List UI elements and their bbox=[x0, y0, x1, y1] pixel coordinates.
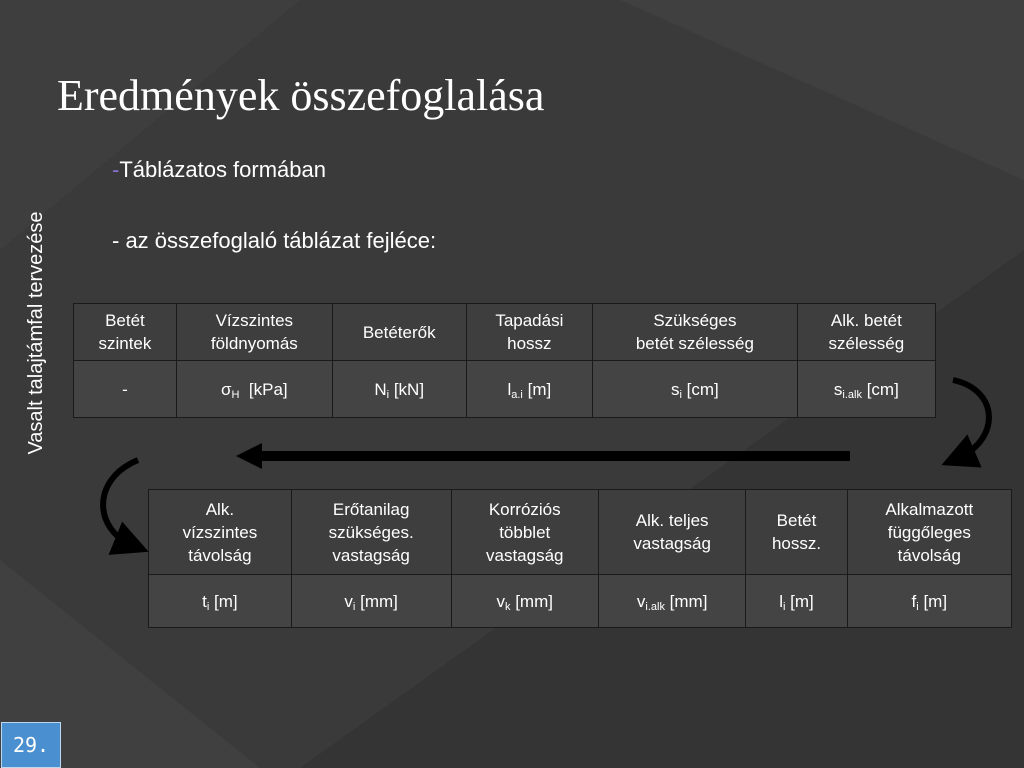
bullet-table-form bbox=[112, 157, 326, 183]
unit-symbol: l bbox=[507, 379, 512, 399]
header-cell bbox=[74, 304, 177, 361]
unit-symbol: N bbox=[374, 379, 387, 399]
unit-cell bbox=[332, 361, 466, 418]
unit-symbol: v bbox=[496, 591, 505, 611]
unit-subscript: k bbox=[504, 600, 511, 613]
header-cell-line: szintek bbox=[98, 334, 152, 353]
unit-label: [cm] bbox=[681, 379, 719, 399]
unit-label: [mm] bbox=[355, 591, 398, 611]
unit-symbol: s bbox=[671, 379, 680, 399]
unit-symbol: s bbox=[833, 379, 843, 399]
side-label: Vasalt talajtámfal tervezése bbox=[25, 211, 47, 455]
unit-symbol: f bbox=[911, 591, 917, 611]
unit-label: [mm] bbox=[664, 591, 708, 611]
unit-cell bbox=[593, 361, 798, 418]
unit-subscript: i bbox=[352, 600, 356, 613]
header-cell bbox=[598, 490, 745, 575]
unit-cell bbox=[598, 575, 745, 628]
header-cell-line: hossz bbox=[507, 334, 552, 353]
unit-symbol: v bbox=[636, 591, 646, 611]
header-cell-line: távolság bbox=[897, 545, 961, 565]
unit-cell bbox=[291, 575, 451, 628]
header-cell-line: Korróziós bbox=[488, 499, 561, 519]
bullet-dash: - bbox=[112, 157, 120, 182]
bullet-table-header: - az összefoglaló táblázat fejléce: bbox=[112, 228, 437, 253]
header-cell-line: földnyomás bbox=[210, 334, 298, 353]
unit-subscript: i.alk bbox=[645, 600, 665, 613]
header-cell bbox=[176, 304, 332, 361]
unit-cell bbox=[847, 575, 1011, 628]
unit-subscript: i.alk bbox=[842, 388, 862, 401]
unit-symbol: σ bbox=[221, 379, 232, 399]
header-cell-line: vízszintes bbox=[182, 522, 258, 542]
header-cell bbox=[847, 490, 1011, 575]
header-cell-line: betét szélesség bbox=[635, 334, 754, 353]
header-cell-line: szélesség bbox=[828, 334, 905, 353]
header-cell-line: Szükséges bbox=[653, 311, 737, 330]
table-header-row bbox=[74, 304, 936, 361]
header-cell-line: Betét bbox=[776, 511, 817, 530]
table-units-row bbox=[149, 575, 1012, 628]
unit-subscript: H bbox=[231, 388, 240, 401]
table-units-row bbox=[74, 361, 936, 418]
unit-cell bbox=[176, 361, 332, 418]
header-cell bbox=[149, 490, 292, 575]
unit-cell bbox=[797, 361, 935, 418]
unit-cell bbox=[74, 361, 177, 418]
bullet-text: Táblázatos formában bbox=[119, 157, 326, 182]
header-cell-line: távolság bbox=[188, 545, 252, 565]
header-cell-line: vastagság bbox=[485, 545, 564, 565]
unit-subscript: i bbox=[783, 600, 786, 613]
header-cell-line: Alk. bbox=[205, 499, 235, 519]
unit-cell bbox=[451, 575, 598, 628]
unit-label: [m] bbox=[918, 591, 948, 611]
header-cell bbox=[746, 490, 847, 575]
page-number: 29. bbox=[1, 722, 61, 768]
unit-label: [m] bbox=[209, 591, 238, 611]
table-header-row bbox=[149, 490, 1012, 575]
unit-subscript: i bbox=[916, 600, 919, 613]
unit-subscript: i bbox=[679, 388, 682, 401]
header-cell-line: Erőtanilag bbox=[332, 499, 410, 519]
header-cell bbox=[291, 490, 451, 575]
unit-cell bbox=[149, 575, 292, 628]
header-cell bbox=[332, 304, 466, 361]
header-cell bbox=[593, 304, 798, 361]
unit-subscript: i bbox=[206, 600, 210, 613]
summary-table-1 bbox=[73, 303, 936, 418]
header-cell-line: többlet bbox=[499, 522, 551, 542]
header-cell-line: hossz. bbox=[771, 534, 822, 553]
unit-label: [mm] bbox=[510, 591, 553, 611]
unit-label: [m] bbox=[522, 379, 552, 399]
header-cell-line: Alk. teljes bbox=[635, 511, 709, 530]
unit-symbol: l bbox=[779, 591, 783, 611]
unit-symbol: - bbox=[122, 379, 128, 399]
header-cell bbox=[466, 304, 592, 361]
unit-subscript: a.i bbox=[511, 388, 523, 401]
unit-label: [cm] bbox=[861, 379, 899, 399]
header-cell bbox=[797, 304, 935, 361]
slide-title: Eredmények összefoglalása bbox=[57, 71, 545, 120]
header-cell bbox=[451, 490, 598, 575]
header-cell-line: vastagság bbox=[633, 534, 711, 553]
unit-label: [m] bbox=[785, 591, 814, 611]
unit-symbol: v bbox=[344, 591, 353, 611]
summary-table-2 bbox=[148, 489, 1012, 628]
header-cell-line: Tapadási bbox=[495, 311, 564, 330]
unit-symbol: t bbox=[202, 591, 207, 611]
unit-label: [kN] bbox=[389, 379, 425, 399]
header-cell-line: Alkalmazott bbox=[885, 499, 974, 519]
header-cell-line: Betéterők bbox=[362, 322, 436, 342]
header-cell-line: Vízszintes bbox=[215, 311, 294, 330]
header-cell-line: szükséges. bbox=[328, 522, 414, 542]
header-cell-line: Betét bbox=[105, 311, 145, 330]
header-cell-line: függőleges bbox=[887, 522, 971, 542]
header-cell-line: vastagság bbox=[332, 545, 410, 565]
unit-cell bbox=[466, 361, 592, 418]
unit-label: [kPa] bbox=[239, 379, 288, 399]
header-cell-line: Alk. betét bbox=[830, 311, 902, 330]
unit-cell bbox=[746, 575, 847, 628]
unit-subscript: i bbox=[386, 388, 390, 401]
